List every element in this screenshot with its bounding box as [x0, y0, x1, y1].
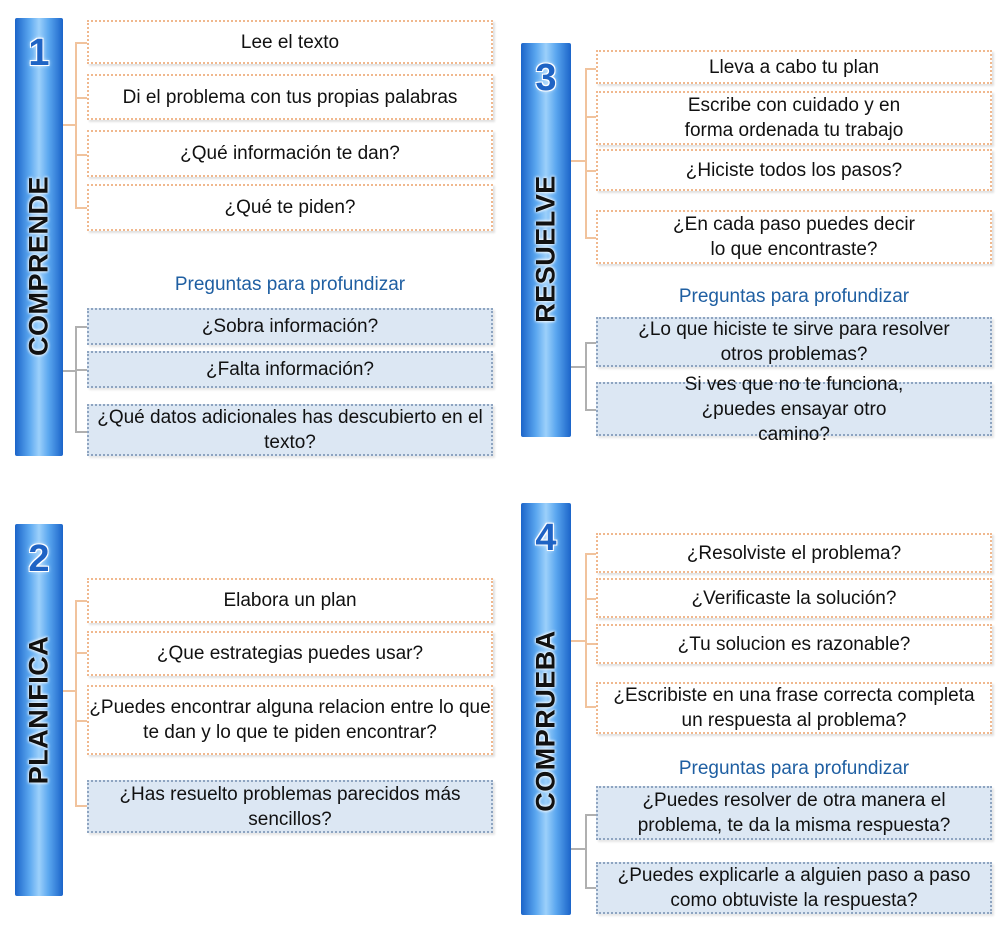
- connector-branch: [585, 342, 596, 344]
- step-box: ¿Hiciste todos los pasos?: [596, 149, 992, 191]
- connector-trunk-4b: [585, 814, 587, 888]
- section-title-3: RESUELVE: [530, 175, 561, 323]
- connector-trunk-4: [585, 553, 587, 707]
- connector-branch: [75, 652, 87, 654]
- step-box: Lleva a cabo tu plan: [596, 50, 992, 84]
- step-box: ¿Escribiste en una frase correcta completa un respuesta al problema?: [596, 682, 992, 734]
- connector-trunk-2: [75, 600, 77, 805]
- connector-trunk-1: [75, 42, 77, 208]
- step-box: ¿Puedes encontrar alguna relacion entre lo que te dan y lo que te piden encontrar?: [87, 685, 493, 755]
- subheading-1: Preguntas para profundizar: [174, 274, 406, 295]
- connector-stub-3b: [571, 366, 585, 368]
- step-box: ¿Verificaste la solución?: [596, 578, 992, 618]
- connector-branch: [75, 369, 87, 371]
- connector-trunk-1b: [75, 326, 77, 432]
- connector-branch: [585, 116, 596, 118]
- section-number-2: 2: [28, 538, 50, 580]
- step-box: ¿Qué te piden?: [87, 184, 493, 231]
- connector-stub-1: [63, 124, 75, 126]
- question-box: ¿Sobra información?: [87, 308, 493, 345]
- connector-branch: [75, 431, 87, 433]
- step-box: Lee el texto: [87, 20, 493, 64]
- connector-branch: [585, 887, 596, 889]
- step-box: ¿Resolviste el problema?: [596, 533, 992, 573]
- connector-branch: [75, 97, 87, 99]
- connector-trunk-3b: [585, 342, 587, 410]
- connector-stub-4: [571, 640, 585, 642]
- section-bar-1: [15, 18, 63, 456]
- step-box: Di el problema con tus propias palabras: [87, 74, 493, 120]
- question-box: ¿Has resuelto problemas parecidos más sencillos?: [87, 780, 493, 833]
- connector-branch: [75, 720, 87, 722]
- step-box: ¿Que estrategias puedes usar?: [87, 631, 493, 676]
- section-number-3: 3: [535, 57, 557, 99]
- question-box: ¿Falta información?: [87, 351, 493, 388]
- step-box: ¿En cada paso puedes decir lo que encontraste?: [596, 210, 992, 264]
- question-box: ¿Lo que hiciste te sirve para resolver otros problemas?: [596, 317, 992, 367]
- subheading-4: Preguntas para profundizar: [678, 758, 910, 779]
- question-box: Si ves que no te funciona, ¿puedes ensayar otro camino?: [596, 382, 992, 436]
- connector-branch: [75, 154, 87, 156]
- question-box: ¿Puedes resolver de otra manera el problema, te da la misma respuesta?: [596, 786, 992, 840]
- step-box: ¿Tu solucion es razonable?: [596, 624, 992, 664]
- section-number-4: 4: [535, 517, 557, 559]
- section-bar-3: [521, 43, 571, 437]
- connector-branch: [585, 170, 596, 172]
- section-number-1: 1: [28, 32, 50, 74]
- connector-branch: [75, 207, 87, 209]
- connector-stub-4b: [571, 848, 585, 850]
- section-bar-4: [521, 503, 571, 915]
- connector-branch: [585, 553, 596, 555]
- subheading-3: Preguntas para profundizar: [678, 286, 910, 307]
- section-title-2: PLANIFICA: [23, 635, 54, 785]
- question-box: ¿Qué datos adicionales has descubierto en el texto?: [87, 404, 493, 456]
- connector-branch: [585, 814, 596, 816]
- connector-branch: [585, 643, 596, 645]
- connector-branch: [75, 326, 87, 328]
- connector-branch: [585, 409, 596, 411]
- connector-stub-3: [571, 160, 585, 162]
- step-box: ¿Qué información te dan?: [87, 130, 493, 177]
- question-box: ¿Puedes explicarle a alguien paso a paso como obtuviste la respuesta?: [596, 862, 992, 914]
- step-box: Elabora un plan: [87, 578, 493, 623]
- connector-trunk-3: [585, 68, 587, 238]
- section-title-1: COMPRENDE: [23, 175, 54, 357]
- connector-branch: [75, 600, 87, 602]
- section-title-4: COMPRUEBA: [530, 630, 561, 812]
- connector-branch: [75, 805, 87, 807]
- connector-branch: [585, 237, 596, 239]
- connector-branch: [585, 68, 596, 70]
- connector-branch: [585, 706, 596, 708]
- connector-stub-1b: [63, 370, 75, 372]
- connector-stub-2: [63, 690, 75, 692]
- step-box: Escribe con cuidado y en forma ordenada tu trabajo: [596, 91, 992, 145]
- section-bar-2: [15, 524, 63, 896]
- connector-branch: [585, 598, 596, 600]
- connector-branch: [75, 42, 87, 44]
